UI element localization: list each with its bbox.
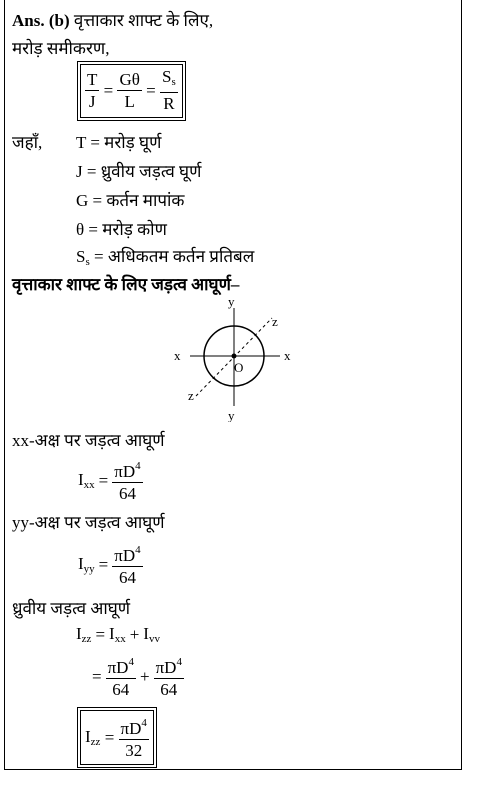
axes-diagram	[168, 296, 308, 422]
origin-label: O	[234, 360, 244, 375]
polar-label: ध्रुवीय जड़त्व आघूर्ण	[12, 599, 131, 618]
torsion-label: मरोड़ समीकरण,	[12, 39, 110, 58]
origin-dot	[232, 354, 237, 359]
def-row: T = मरोड़ घूर्ण	[76, 133, 162, 152]
answer-line	[12, 8, 213, 31]
z-bottom-label: z	[188, 388, 194, 403]
x-left-label: x	[174, 348, 181, 363]
where-label: जहाँ,	[12, 133, 43, 152]
answer-text: वृत्ताकार शाफ्ट के लिए,	[73, 11, 214, 30]
moi-heading: वृत्ताकार शाफ्ट के लिए जड़त्व आघूर्ण–	[12, 275, 240, 294]
ixx-equation: $I_{xx}$ = $\frac{\pi D^4}{64}$	[78, 456, 143, 505]
def-row: θ = मरोड़ कोण	[76, 220, 167, 239]
izz-final-equation	[80, 710, 154, 765]
torsion-equation	[80, 64, 183, 118]
izz-final-box: $I_{zz}$ = $\frac{\pi D^4}{32}$	[80, 710, 154, 765]
z-top-label: z	[272, 314, 278, 329]
answer-prefix: Ans. (b)	[12, 11, 70, 30]
izz-expand-equation: = $\frac{\pi D^4}{64}$ + $\frac{\pi D^4}{64}$	[92, 652, 184, 701]
def-row: J = ध्रुवीय जड़त्व घूर्ण	[76, 162, 202, 181]
def-row: G = कर्तन मापांक	[76, 191, 185, 210]
def-row: $S_s$ = अधिकतम कर्तन प्रतिबल	[76, 247, 255, 268]
y-bottom-label: y	[228, 408, 235, 422]
y-top-label: y	[228, 296, 235, 309]
x-right-label: x	[284, 348, 291, 363]
iyy-equation: $I_{yy}$ = $\frac{\pi D^4}{64}$	[78, 540, 143, 589]
yy-label: yy-अक्ष पर जड़त्व आघूर्ण	[12, 513, 165, 532]
izz-sum-equation: $I_{zz}$ = $I_{xx}$ + $I_{vv}$	[76, 624, 160, 645]
xx-label: xx-अक्ष पर जड़त्व आघूर्ण	[12, 431, 165, 450]
torsion-equation-box: $\frac{T}{J}$ = $\frac{G\theta}{L}$ = $\frac{S_s}{R}$	[80, 64, 183, 118]
